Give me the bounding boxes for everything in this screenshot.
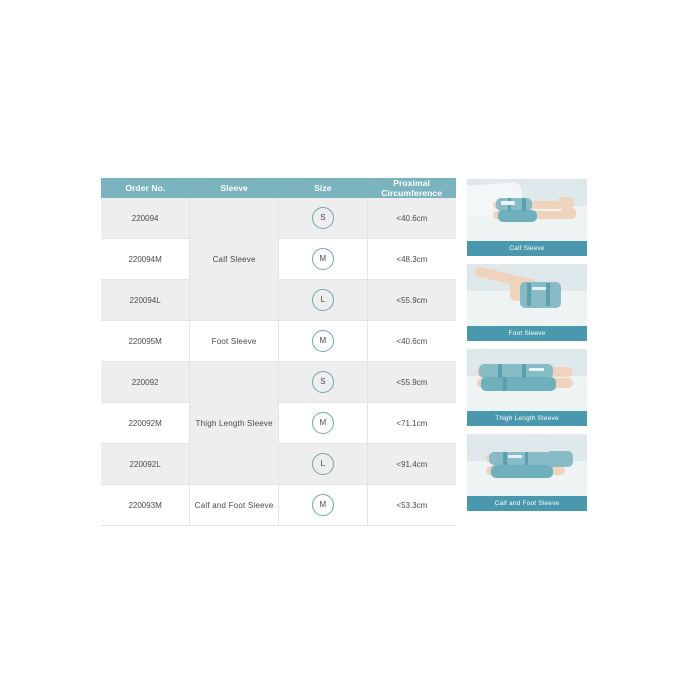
photo-sleeve-strap (508, 198, 512, 211)
product-image-cards (466, 178, 588, 518)
photo-sleeve-strap (498, 364, 502, 378)
photo-sleeve-label (508, 455, 522, 458)
photo-sleeve-wrap (489, 452, 551, 465)
cell-size (279, 403, 368, 444)
cell-order-no: 220092L (101, 444, 190, 485)
column-header-order-no: Order No. (101, 178, 190, 198)
photo-sleeve-strap (525, 452, 529, 465)
cell-size (279, 198, 368, 239)
size-badge: M (312, 330, 334, 352)
table-header-row (101, 178, 456, 198)
product-photo-foot-sleeve (467, 264, 587, 328)
sleeve-group-label: Calf Sleeve (212, 254, 256, 264)
sleeve-group-label: Thigh Length Sleeve (195, 418, 273, 428)
product-card-caption: Thigh Length Sleeve (467, 411, 587, 426)
product-card-caption: Calf and Foot Sleeve (467, 496, 587, 511)
cell-order-no: 220094 (101, 198, 190, 239)
column-header-circumference: Proximal Circumference (367, 178, 456, 198)
product-photo-calf-sleeve (467, 179, 587, 243)
photo-foot (558, 197, 574, 208)
cell-circumference: <71.1cm (367, 403, 456, 444)
column-header-size: Size (279, 178, 368, 198)
table-row (101, 403, 456, 444)
size-badge: M (312, 412, 334, 434)
cell-circumference: <53.3cm (367, 485, 456, 526)
photo-foot-wrap (546, 451, 572, 468)
size-badge: L (312, 289, 334, 311)
photo-foot (561, 208, 577, 219)
photo-sleeve-label (529, 368, 543, 371)
cell-size (279, 239, 368, 280)
cell-circumference: <40.6cm (367, 198, 456, 239)
photo-sleeve-wrap (491, 465, 553, 478)
photo-sleeve-strap (546, 283, 550, 306)
cell-circumference: <55.9cm (367, 362, 456, 403)
cell-sleeve-group (190, 321, 279, 362)
photo-sleeve-label (501, 201, 515, 204)
size-badge: L (312, 453, 334, 475)
sleeve-group-label: Foot Sleeve (211, 336, 257, 346)
spec-table (101, 178, 456, 526)
cell-size (279, 485, 368, 526)
cell-size (279, 444, 368, 485)
cell-sleeve-group (190, 485, 279, 526)
column-header-sleeve: Sleeve (190, 178, 279, 198)
table-row (101, 362, 456, 403)
size-badge: S (312, 371, 334, 393)
product-card-foot-sleeve (466, 263, 588, 342)
photo-sleeve-strap (503, 452, 507, 465)
photo-sleeve-wrap (520, 282, 561, 308)
table-row (101, 280, 456, 321)
photo-sleeve-strap (522, 364, 526, 378)
cell-sleeve-group (190, 362, 279, 485)
table-row (101, 239, 456, 280)
size-badge: S (312, 207, 334, 229)
cell-circumference: <40.6cm (367, 321, 456, 362)
spec-table-container (101, 178, 456, 526)
product-card-calf-sleeve (466, 178, 588, 257)
table-body (101, 198, 456, 526)
photo-sleeve-strap (527, 283, 531, 306)
cell-order-no: 220092M (101, 403, 190, 444)
cell-order-no: 220095M (101, 321, 190, 362)
cell-size (279, 321, 368, 362)
photo-sleeve-label (532, 287, 546, 290)
cell-order-no: 220094L (101, 280, 190, 321)
table-head (101, 178, 456, 198)
cell-order-no: 220093M (101, 485, 190, 526)
cell-circumference: <55.9cm (367, 280, 456, 321)
photo-sleeve-strap (503, 377, 507, 390)
table-row (101, 485, 456, 526)
cell-sleeve-group (190, 198, 279, 321)
product-card-thigh-length-sleeve (466, 348, 588, 427)
table-row (101, 198, 456, 239)
sleeve-group-label: Calf and Foot Sleeve (194, 500, 274, 510)
product-card-caption: Foot Sleeve (467, 326, 587, 341)
table-row (101, 444, 456, 485)
product-card-calf-and-foot-sleeve (466, 433, 588, 512)
cell-size (279, 280, 368, 321)
photo-sleeve-strap (522, 198, 526, 211)
cell-order-no: 220092 (101, 362, 190, 403)
size-badge: M (312, 248, 334, 270)
product-photo-calf-and-foot-sleeve (467, 434, 587, 498)
cell-order-no: 220094M (101, 239, 190, 280)
size-badge: M (312, 494, 334, 516)
photo-sleeve-wrap (498, 210, 536, 222)
cell-size (279, 362, 368, 403)
cell-circumference: <48.3cm (367, 239, 456, 280)
product-photo-thigh-length-sleeve (467, 349, 587, 413)
photo-sleeve-wrap (481, 377, 555, 390)
product-card-caption: Calf Sleeve (467, 241, 587, 256)
table-row (101, 321, 456, 362)
cell-circumference: <91.4cm (367, 444, 456, 485)
